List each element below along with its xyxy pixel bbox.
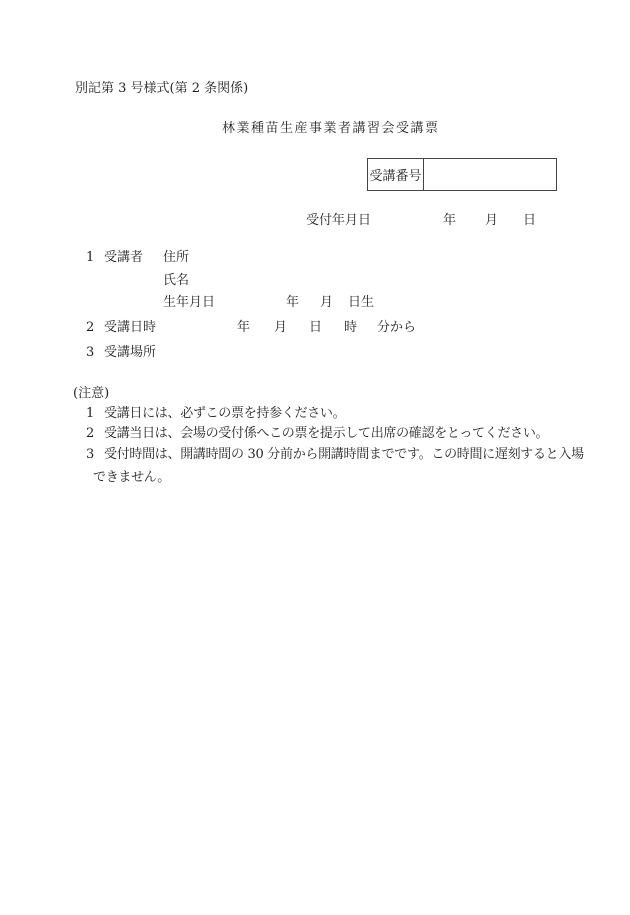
receipt-date-year-unit: 年 bbox=[443, 213, 457, 228]
item2-day-unit: 日 bbox=[309, 320, 323, 335]
item1-birthdate-label: 生年月日 bbox=[163, 295, 216, 310]
form-number: 別記第 3 号様式(第 2 条関係) bbox=[75, 81, 249, 96]
item2-month-unit: 月 bbox=[274, 320, 288, 335]
attendance-number-value bbox=[424, 159, 556, 190]
item1-address-label: 住所 bbox=[163, 250, 190, 265]
item2-hour-unit: 時 bbox=[344, 320, 358, 335]
item1-birthdate-day-unit: 日生 bbox=[348, 295, 375, 310]
receipt-date-day-unit: 日 bbox=[523, 213, 537, 228]
item1-name-label: 氏名 bbox=[163, 273, 190, 288]
receipt-date-label: 受付年月日 bbox=[306, 213, 372, 228]
note2-text: 受講当日は、会場の受付係へこの票を提示して出席の確認をとってください。 bbox=[104, 426, 549, 441]
notes-heading: (注意) bbox=[73, 386, 110, 401]
item3-label: 受講場所 bbox=[104, 345, 157, 360]
item3-number: 3 bbox=[86, 345, 95, 360]
item2-number: 2 bbox=[86, 320, 95, 335]
note3-text-continued: できません。 bbox=[93, 470, 170, 485]
item2-label: 受講日時 bbox=[104, 320, 157, 335]
note2-number: 2 bbox=[86, 426, 95, 441]
receipt-date-month-unit: 月 bbox=[485, 213, 499, 228]
note1-number: 1 bbox=[86, 406, 95, 421]
item2-minute-unit: 分から bbox=[377, 320, 417, 335]
page-title: 林業種苗生産事業者講習会受講票 bbox=[222, 121, 440, 136]
item1-label: 受講者 bbox=[104, 250, 144, 265]
item1-birthdate-year-unit: 年 bbox=[286, 295, 300, 310]
item1-birthdate-month-unit: 月 bbox=[320, 295, 334, 310]
item2-year-unit: 年 bbox=[237, 320, 251, 335]
note3-text: 受付時間は、開講時間の 30 分前から開講時間までです。この時間に遅刻すると入場 bbox=[104, 447, 584, 462]
attendance-number-label: 受講番号 bbox=[368, 159, 424, 190]
attendance-number-box bbox=[367, 158, 557, 191]
note3-number: 3 bbox=[86, 447, 95, 462]
item1-number: 1 bbox=[86, 250, 95, 265]
note1-text: 受講日には、必ずこの票を持参ください。 bbox=[104, 406, 346, 421]
